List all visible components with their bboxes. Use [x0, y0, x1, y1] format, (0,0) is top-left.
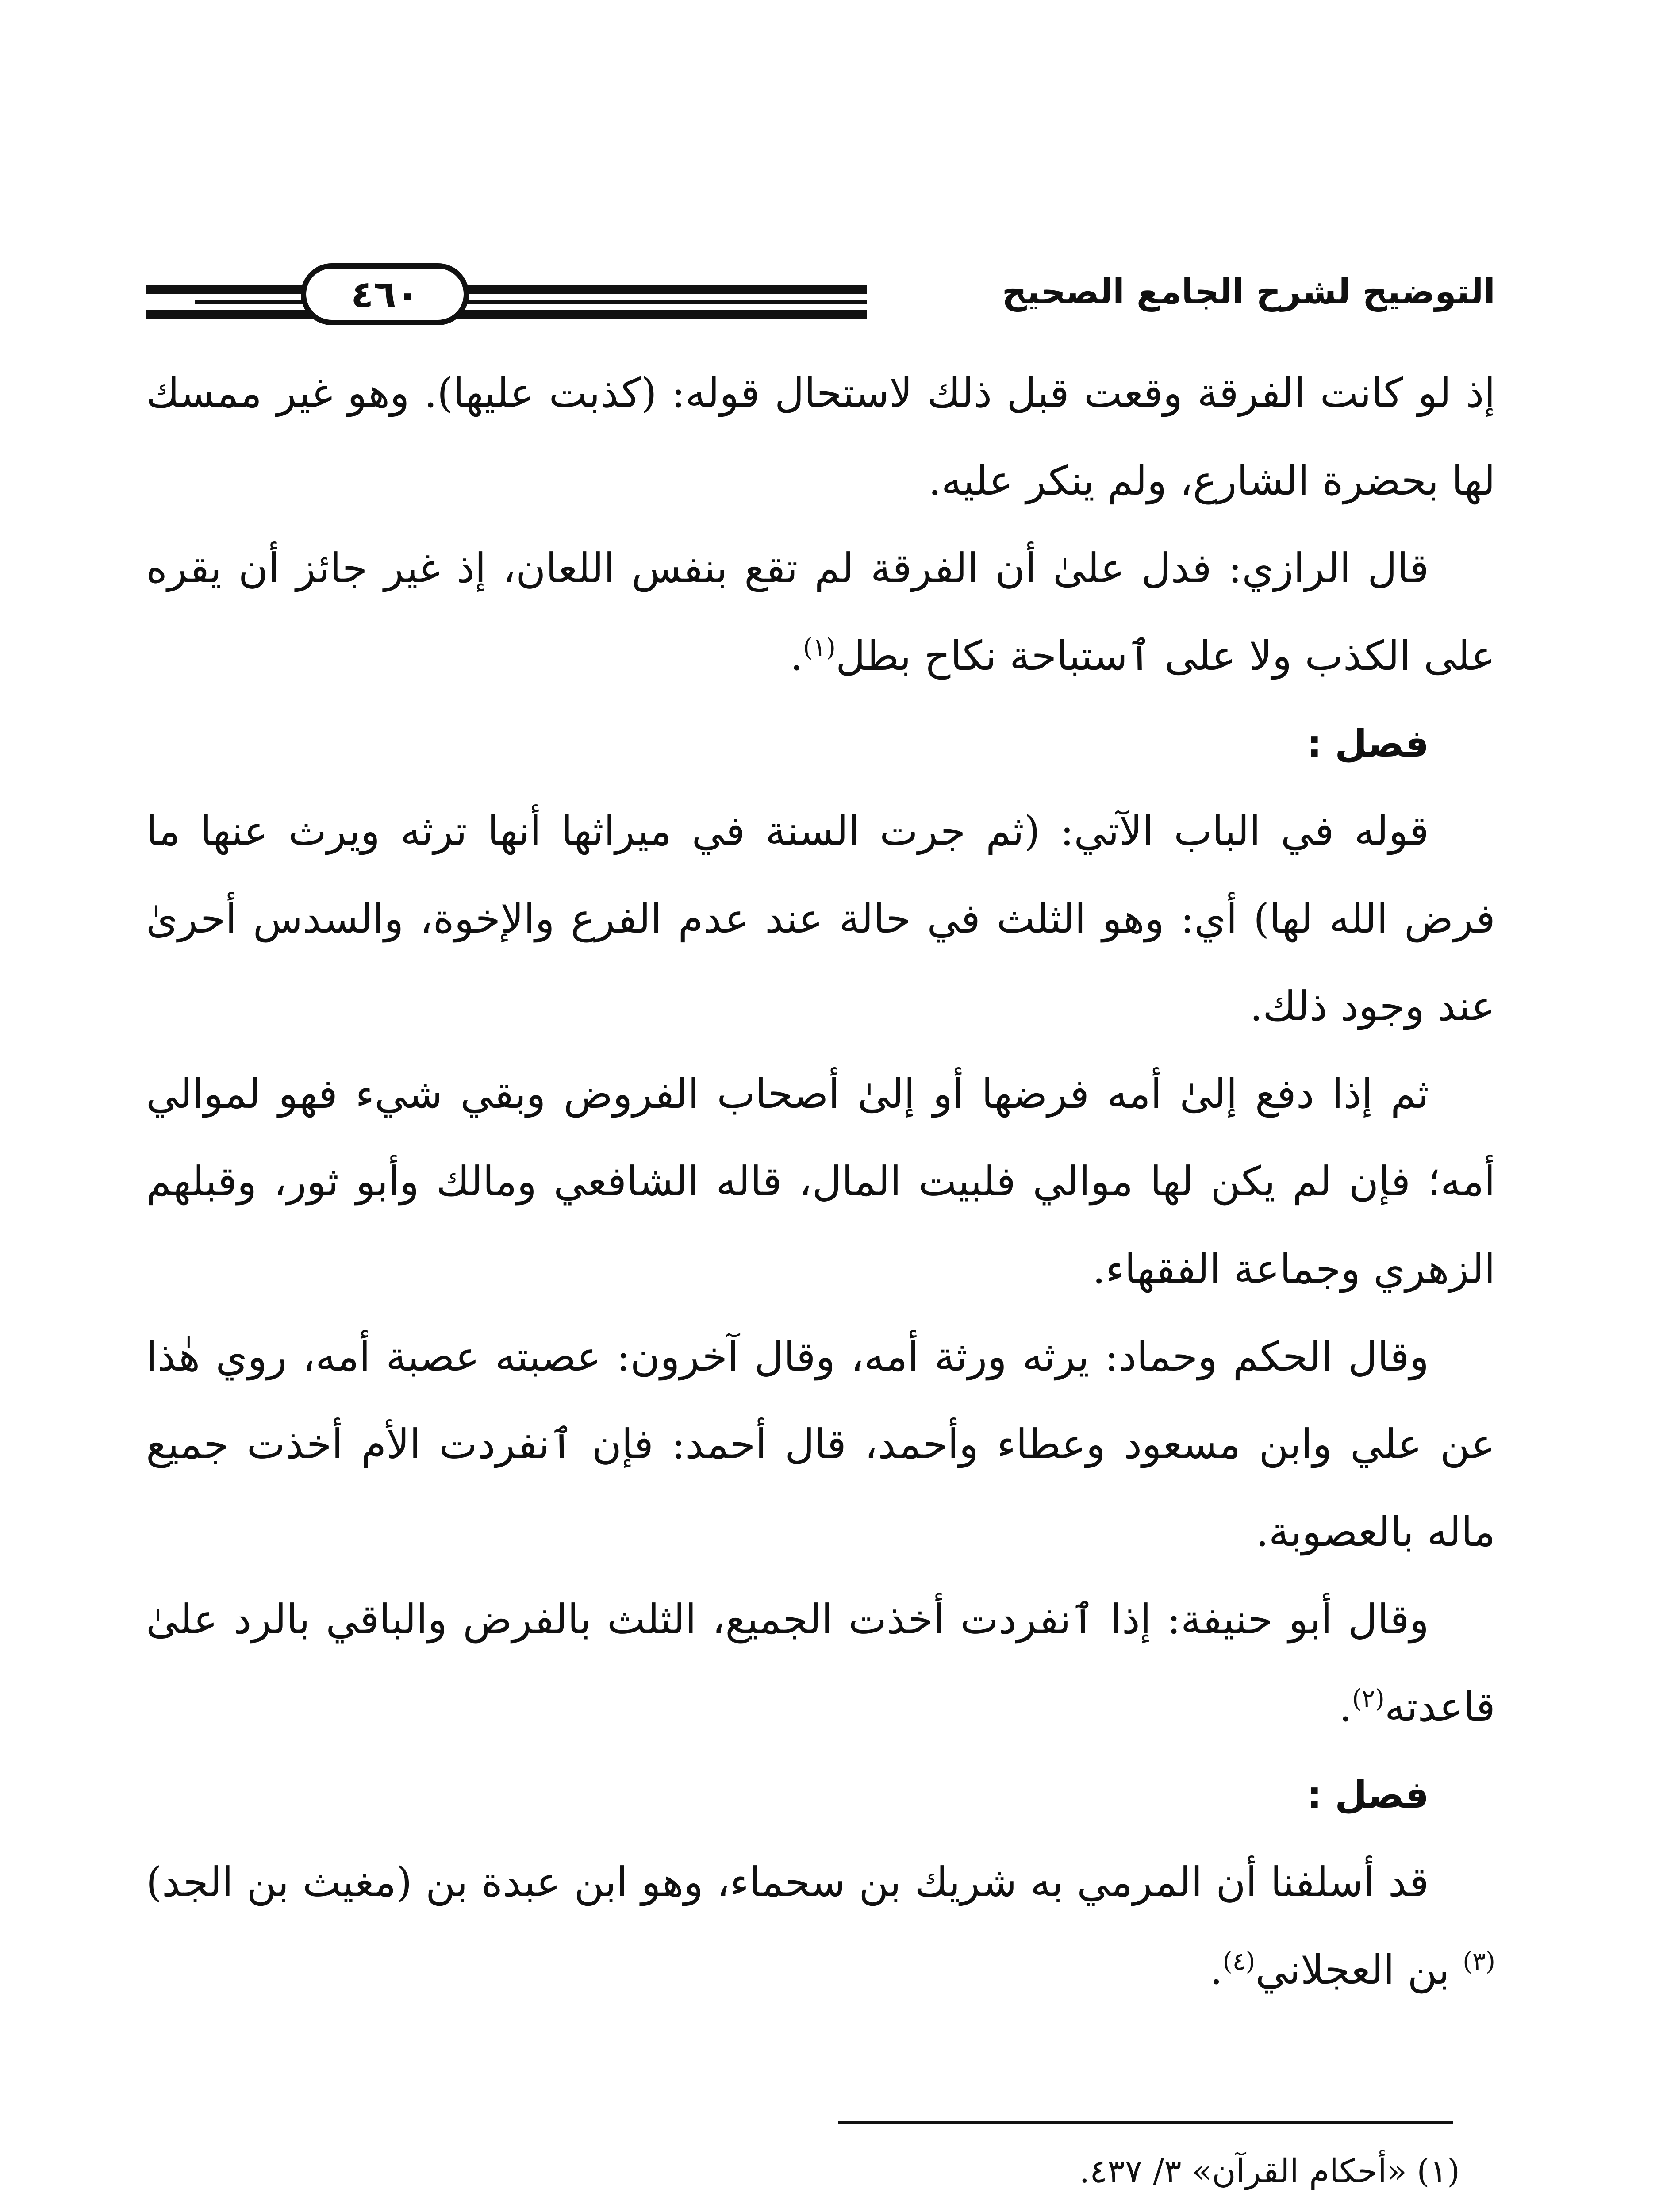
punctuation: . — [1210, 1946, 1223, 1993]
paragraph-text: قال الرازي: فدل علىٰ أن الفرقة لم تقع بنفس اللعان، إذ غير جائز أن يقره على الكذب ولا على ٱستباحة نكاح بطل — [146, 545, 1495, 680]
running-header-title: التوضيح لشرح الجامع الصحيح — [1002, 272, 1495, 312]
footnote-number: (١) — [1417, 2152, 1460, 2190]
paragraph-text: ثم إذا دفع إلىٰ أمه فرضها أو إلىٰ أصحاب الفروض وبقي شيء فهو لموالي أمه؛ فإن لم يكن لها موالي فلبيت المال، قاله الشافعي ومالك وأبو ثور، وقبلهم الزهري وجماعة الفقهاء. — [146, 1070, 1495, 1293]
main-text — [146, 349, 1495, 2014]
paragraph-text: إذ لو كانت الفرقة وقعت قبل ذلك لاستحال قوله: (كذبت عليها). وهو غير ممسك لها بحضرة الشارع، ولم ينكر عليه. — [146, 369, 1495, 504]
footnote-divider — [838, 2121, 1453, 2124]
paragraph — [146, 349, 1495, 525]
section-heading: فصل : — [1307, 1773, 1429, 1816]
paragraph-text: قوله في الباب الآتي: (ثم جرت السنة في ميراثها أنها ترثه ويرث عنها ما فرض الله لها) أي: وهو الثلث في حالة عند عدم الفرع والإخوة، والسدس أحرىٰ عند وجود ذلك. — [146, 807, 1496, 1030]
paragraph-text: قد أسلفنا أن المرمي به شريك بن سحماء، وهو ابن عبدة بن (مغيث بن الجد) — [146, 1859, 1429, 1906]
paragraph-text: بن العجلاني — [1255, 1946, 1463, 1993]
footnote-number — [1407, 2206, 1460, 2212]
punctuation: . — [1339, 1683, 1352, 1731]
section-heading: فصل : — [1307, 722, 1429, 765]
punctuation: . — [790, 632, 803, 680]
paragraph — [146, 787, 1495, 1050]
footnote-ref: (٤) — [1222, 1947, 1256, 1976]
paragraph — [146, 1313, 1495, 1576]
paragraph-text: وقال أبو حنيفة: إذا ٱنفردت أخذت الجميع، الثلث بالفرض والباقي بالرد علىٰ قاعدته — [146, 1596, 1495, 1731]
running-header — [146, 246, 1495, 343]
footnote-ref: (١) — [803, 633, 836, 662]
paragraph — [146, 1050, 1495, 1313]
footnote — [221, 2206, 1460, 2212]
header-rule — [146, 310, 305, 319]
page-number: ٤٦٠ — [301, 263, 469, 325]
footnote — [221, 2137, 1460, 2206]
footnotes — [221, 2137, 1460, 2212]
paragraph-text: وقال الحكم وحماد: يرثه ورثة أمه، وقال آخرون: عصبته عصبة أمه، روي هٰذا عن علي وابن مسعود وعطاء وأحمد، قال أحمد: فإن ٱنفردت الأم أخذت جميع ماله بالعصوبة. — [146, 1333, 1495, 1555]
footnote-ref: (٣) — [1463, 1947, 1495, 1976]
header-rule — [146, 285, 305, 294]
paragraph — [146, 1576, 1495, 1751]
paragraph — [146, 1839, 1495, 2014]
footnote-ref: (٢) — [1352, 1684, 1385, 1713]
footnote-text: «أحكام القرآن» ٣/ ٤٣٧. — [1079, 2152, 1407, 2190]
paragraph — [146, 525, 1495, 700]
header-rule — [195, 300, 867, 304]
